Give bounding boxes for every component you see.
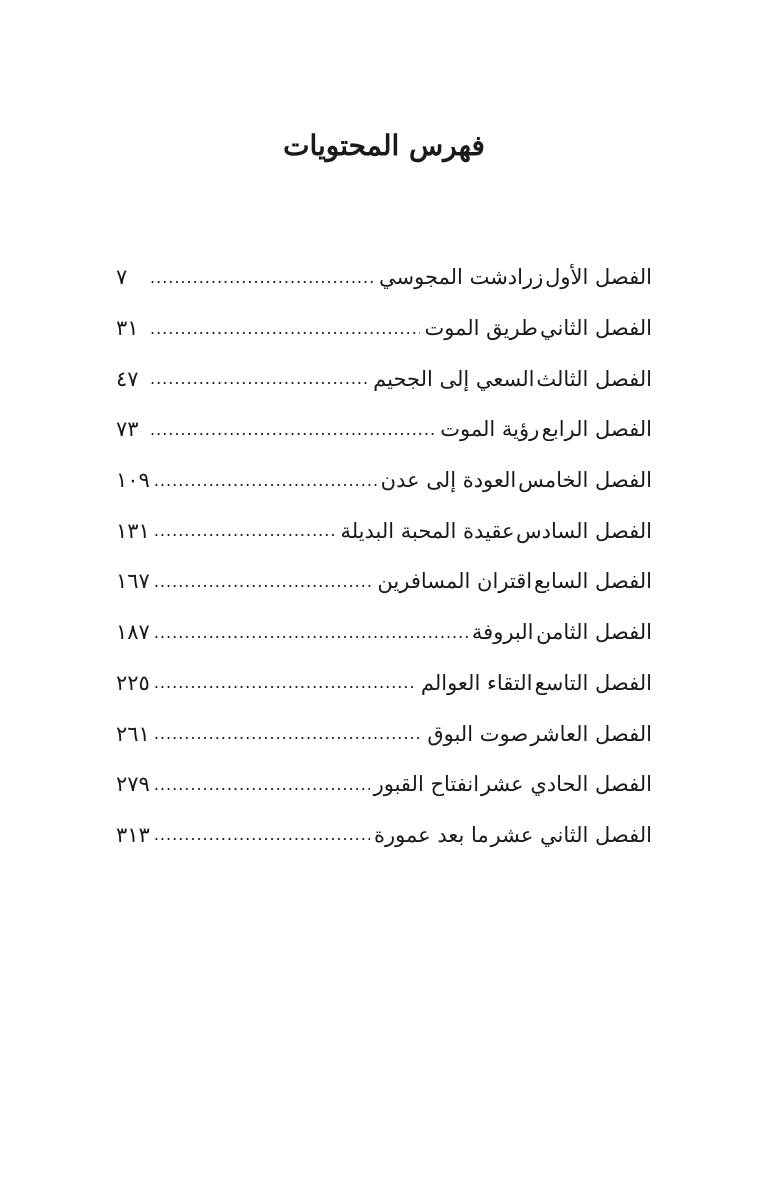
chapter-number: الفصل التاسع — [534, 670, 652, 695]
dot-leader — [150, 268, 375, 287]
chapter-title: التقاء العوالم — [420, 670, 533, 695]
dot-leader — [154, 673, 417, 692]
page-number: ٧٣ — [116, 417, 139, 442]
chapter-title: انفتاح القبور — [373, 772, 480, 797]
toc-entry[interactable] — [116, 607, 652, 658]
dot-leader — [154, 623, 468, 642]
page-number: ١٣١ — [116, 518, 150, 543]
page-title: فهرس المحتويات — [283, 129, 485, 162]
chapter-title: العودة إلى عدن — [380, 468, 517, 493]
chapter-number: الفصل الثامن — [536, 620, 652, 645]
chapter-number: الفصل الحادي عشر — [480, 772, 652, 797]
toc-list — [116, 252, 652, 860]
page-number: ١٨٧ — [116, 620, 150, 645]
dot-leader — [154, 724, 423, 743]
toc-entry[interactable] — [116, 505, 652, 556]
chapter-title: عقيدة المحبة البديلة — [340, 518, 515, 543]
toc-entry[interactable] — [116, 353, 652, 404]
chapter-number: الفصل العاشر — [530, 721, 652, 746]
page-number: ١٠٩ — [116, 468, 150, 493]
chapter-title: زرادشت المجوسي — [379, 265, 544, 290]
toc-entry[interactable] — [116, 455, 652, 506]
page-number: ٣١٣ — [116, 822, 150, 847]
chapter-title: رؤية الموت — [440, 417, 540, 442]
chapter-number: الفصل السادس — [516, 518, 652, 543]
toc-entry[interactable] — [116, 658, 652, 709]
dot-leader — [154, 572, 374, 591]
chapter-title: السعي إلى الجحيم — [373, 366, 535, 391]
toc-entry[interactable] — [116, 252, 652, 303]
chapter-title: صوت البوق — [427, 721, 529, 746]
chapter-title: اقتران المسافرين — [377, 569, 533, 594]
dot-leader — [154, 471, 377, 490]
page-number: ٢٢٥ — [116, 670, 150, 695]
chapter-title: البروفة — [471, 620, 534, 645]
page-number: ٢٧٩ — [116, 772, 150, 797]
chapter-number: الفصل السابع — [533, 569, 652, 594]
page-number: ١٦٧ — [116, 569, 150, 594]
page-number: ٧ — [116, 265, 128, 290]
dot-leader — [150, 420, 436, 439]
dot-leader — [150, 319, 420, 338]
chapter-number: الفصل الأول — [545, 265, 652, 290]
dot-leader — [154, 521, 337, 540]
chapter-number: الفصل الثالث — [536, 366, 652, 391]
toc-entry[interactable] — [116, 303, 652, 354]
chapter-title: ما بعد عمورة — [374, 822, 489, 847]
chapter-number: الفصل الثاني عشر — [490, 822, 652, 847]
toc-entry[interactable] — [116, 810, 652, 861]
page-number: ٤٧ — [116, 366, 139, 391]
chapter-number: الفصل الخامس — [518, 468, 652, 493]
chapter-number: الفصل الرابع — [541, 417, 652, 442]
page-number: ٣١ — [116, 316, 139, 341]
dot-leader — [150, 369, 369, 388]
dot-leader — [154, 775, 370, 794]
chapter-number: الفصل الثاني — [540, 316, 652, 341]
toc-entry[interactable] — [116, 708, 652, 759]
dot-leader — [154, 825, 370, 844]
toc-entry[interactable] — [116, 759, 652, 810]
page-number: ٢٦١ — [116, 721, 150, 746]
toc-entry[interactable] — [116, 556, 652, 607]
toc-entry[interactable] — [116, 404, 652, 455]
chapter-title: طريق الموت — [424, 316, 538, 341]
